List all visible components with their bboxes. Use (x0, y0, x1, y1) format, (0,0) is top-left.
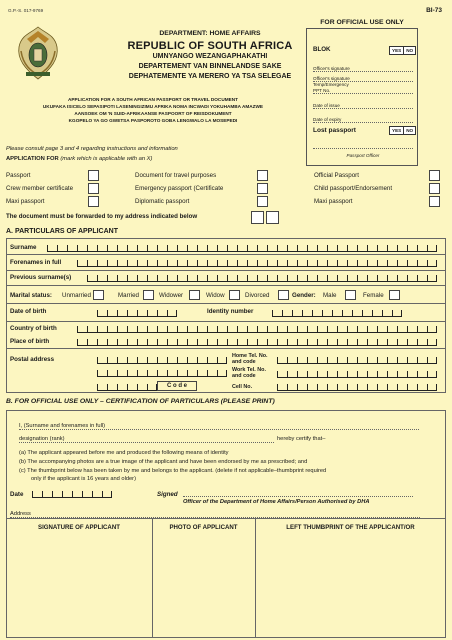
signed-label: Signed (157, 491, 178, 498)
rsa-title: REPUBLIC OF SOUTH AFRICA (127, 40, 293, 52)
checkbox-child-passport[interactable] (429, 183, 440, 194)
place-birth-label: Place of birth (10, 338, 50, 345)
country-birth-field[interactable] (77, 326, 437, 333)
checkbox-maxi-passport-2[interactable] (429, 196, 440, 207)
country-birth-label: Country of birth (10, 325, 57, 332)
surname-field[interactable] (47, 245, 437, 252)
hereby-certify-label: hereby certify that– (277, 436, 326, 442)
male-label: Male (323, 292, 337, 299)
dept-title: DEPARTMENT: HOME AFFAIRS (159, 30, 261, 37)
certify-item-b: (b) The accompanying photos are a true image of the applicant and have been endorsed by me as prescribed; and (19, 459, 308, 465)
option-maxi-passport: Maxi passport (6, 198, 45, 205)
certifier-name-line[interactable] (19, 423, 419, 430)
checkbox-married[interactable] (143, 290, 154, 300)
option-maxi-passport-2: Maxi passport (314, 198, 353, 205)
work-tel-label: Work Tel. No. and code (232, 367, 266, 379)
lost-yes-label[interactable]: YES (390, 127, 404, 134)
checkbox-female[interactable] (389, 290, 400, 300)
checkbox-widower[interactable] (189, 290, 200, 300)
signature-box[interactable] (6, 534, 152, 639)
section-a-title: A. PARTICULARS OF APPLICANT (6, 228, 118, 235)
bottom-boxes-row (6, 518, 446, 638)
cell-no-label: Cell No. (232, 384, 253, 390)
yes-label[interactable]: YES (390, 47, 404, 54)
married-label: Married (118, 292, 139, 299)
lost-passport-yes-no[interactable] (389, 126, 416, 135)
option-official-passport: Official Passport (314, 172, 359, 179)
subtitle-zulu: UKUFAKA ISICELO SEPASIPOTI LASENINGIZIMU AFRIKA NOMA INCWADI YOKUHAMBA AMAZWE (42, 104, 264, 109)
home-tel-label: Home Tel. No. and code (232, 353, 268, 365)
checkbox-official-passport[interactable] (429, 170, 440, 181)
previous-surnames-field[interactable] (87, 275, 437, 282)
postal-code-field[interactable]: C o d e (157, 381, 197, 391)
postal-address-line-3[interactable] (97, 384, 157, 391)
lost-no-label[interactable]: NO (406, 128, 414, 133)
checkbox-widow[interactable] (229, 290, 240, 300)
thumbprint-header: LEFT THUMBPRINT OF THE APPLICANT/OR (286, 524, 415, 531)
option-travel-document: Document for travel purposes (135, 172, 217, 179)
temp-emergency-label: Temp/Emergency (313, 82, 349, 87)
option-crew-certificate: Crew member certificate (6, 185, 74, 192)
postal-address-line-1[interactable] (97, 357, 227, 364)
checkbox-crew-certificate[interactable] (88, 183, 99, 194)
apply-for-line (6, 156, 152, 162)
checkbox-unmarried[interactable] (93, 290, 104, 300)
officer-signature-line-1[interactable] (313, 66, 413, 72)
id-number-label: Identity number (207, 308, 254, 315)
place-birth-field[interactable] (77, 339, 437, 346)
subtitle-afrikaans: AANSOEK OM 'N SUID-AFRIKAANSE PASPOORT OF REISDOKUMENT (74, 111, 232, 116)
apply-for-label: APPLICATION FOR (6, 156, 59, 162)
designation-label: designation (rank) (19, 436, 65, 442)
sotho-dept-title: DEPHATEMENTE YA MERERO YA TSA SELEGAE (128, 73, 292, 80)
photo-box[interactable] (152, 534, 255, 639)
postal-address-label: Postal address (10, 356, 55, 363)
previous-surnames-label: Previous surname(s) (10, 274, 72, 281)
cell-no-field[interactable] (277, 384, 437, 391)
form-code: BI-73 (426, 7, 442, 14)
surname-label: Surname (10, 244, 37, 251)
form-number: G.P.-S. 017-9769 (8, 8, 44, 13)
section-a-frame (6, 238, 446, 393)
widower-label: Widower (159, 292, 184, 299)
checkbox-maxi-passport[interactable] (88, 196, 99, 207)
signature-line[interactable] (183, 491, 413, 497)
ppt-no-line[interactable] (313, 88, 413, 94)
checkbox-forward-yes[interactable] (251, 211, 264, 224)
blok-label: BLOK (313, 46, 331, 53)
widow-label: Widow (206, 292, 225, 299)
checkbox-passport[interactable] (88, 170, 99, 181)
officer-signature-label: Officer's signature (313, 66, 350, 71)
checkbox-travel-document[interactable] (257, 170, 268, 181)
checkbox-divorced[interactable] (278, 290, 289, 300)
subtitle-sotho: KGOPELO YA GO GWETSA PASPOROTO GOBA LENGWALO LA MOSEPEDI (68, 118, 238, 123)
officer-authorised-label: Officer of the Department of Home Affairs/Person Authorised by DHA (183, 499, 370, 505)
passport-officer-line[interactable] (313, 148, 413, 149)
unmarried-label: Unmarried (62, 292, 91, 299)
female-label: Female (363, 292, 384, 299)
signature-applicant-header: SIGNATURE OF APPLICANT (38, 524, 120, 531)
zulu-dept-title: UMNYANGO WEZANGAPHAKATHI (152, 53, 268, 60)
forward-address-label: The document must be forwarded to my address indicated below (6, 213, 198, 220)
address-line[interactable] (10, 511, 420, 518)
officer-signature-label-2: Officer's signature (313, 76, 350, 81)
designation-line[interactable] (19, 436, 274, 443)
forenames-field[interactable] (77, 260, 437, 267)
photo-applicant-header: PHOTO OF APPLICANT (169, 524, 238, 531)
gender-label: Gender: (292, 292, 316, 299)
address-label: Address (10, 511, 31, 517)
no-label[interactable]: NO (406, 48, 414, 53)
certifier-name-label: I, (Surname and forenames in full) (19, 423, 105, 429)
home-tel-field[interactable] (277, 357, 437, 364)
thumbprint-box[interactable] (255, 534, 446, 639)
coat-of-arms-icon (13, 25, 63, 81)
ppt-no-label: PPT No. (313, 88, 331, 93)
option-diplomatic-passport: Diplomatic passport (135, 198, 190, 205)
certify-item-c-note: only if the applicant is 16 years and older) (31, 476, 136, 482)
checkbox-forward-no[interactable] (266, 211, 279, 224)
option-passport: Passport (6, 172, 31, 179)
section-b-title: B. FOR OFFICIAL USE ONLY – CERTIFICATION OF PARTICULARS (PLEASE PRINT) (6, 398, 275, 405)
date-issue-label: Date of issue (313, 103, 340, 108)
passport-officer-label: Passport Officer (346, 153, 380, 158)
certify-item-a: (a) The applicant appeared before me and produced the following means of identity (19, 450, 229, 456)
date-expiry-line[interactable] (313, 117, 413, 123)
subtitle-english: APPLICATION FOR A SOUTH AFRICAN PASSPORT OR TRAVEL DOCUMENT (68, 97, 238, 102)
date-issue-line[interactable] (313, 103, 413, 109)
option-emergency-passport: Emergency passport (Certificate (135, 185, 224, 192)
divorced-label: Divorced (245, 292, 270, 299)
date-label: Date (10, 491, 24, 498)
marital-status-label: Marital status: (10, 292, 52, 299)
afrikaans-dept-title: DEPARTEMENT VAN BINNELANDSE SAKE (138, 63, 282, 70)
blok-yes-no[interactable] (389, 46, 416, 55)
lost-passport-label: Lost passport (313, 127, 356, 134)
apply-for-note: (mark which is applicable with an X) (58, 156, 153, 162)
official-use-title: FOR OFFICIAL USE ONLY (320, 19, 404, 26)
consult-instructions: Please consult page 3 and 4 regarding instructions and information (6, 146, 178, 152)
dob-label: Date of birth (10, 308, 47, 315)
work-tel-field[interactable] (277, 371, 437, 378)
official-use-box (306, 28, 418, 166)
id-number-field[interactable] (272, 310, 402, 317)
dob-field[interactable] (97, 310, 177, 317)
forenames-label: Forenames in full (10, 259, 62, 266)
checkbox-diplomatic-passport[interactable] (257, 196, 268, 207)
certify-item-c: (c) The thumbprint below has been taken by me and belongs to the applicant. (delete if not applicable–thumbprint required (19, 468, 327, 474)
date-expiry-label: Date of expiry (313, 117, 342, 122)
postal-address-line-2[interactable] (97, 370, 227, 377)
option-child-passport: Child passport/Endorsement (314, 185, 393, 192)
date-field[interactable] (32, 491, 112, 498)
checkbox-male[interactable] (345, 290, 356, 300)
checkbox-emergency-passport[interactable] (257, 183, 268, 194)
